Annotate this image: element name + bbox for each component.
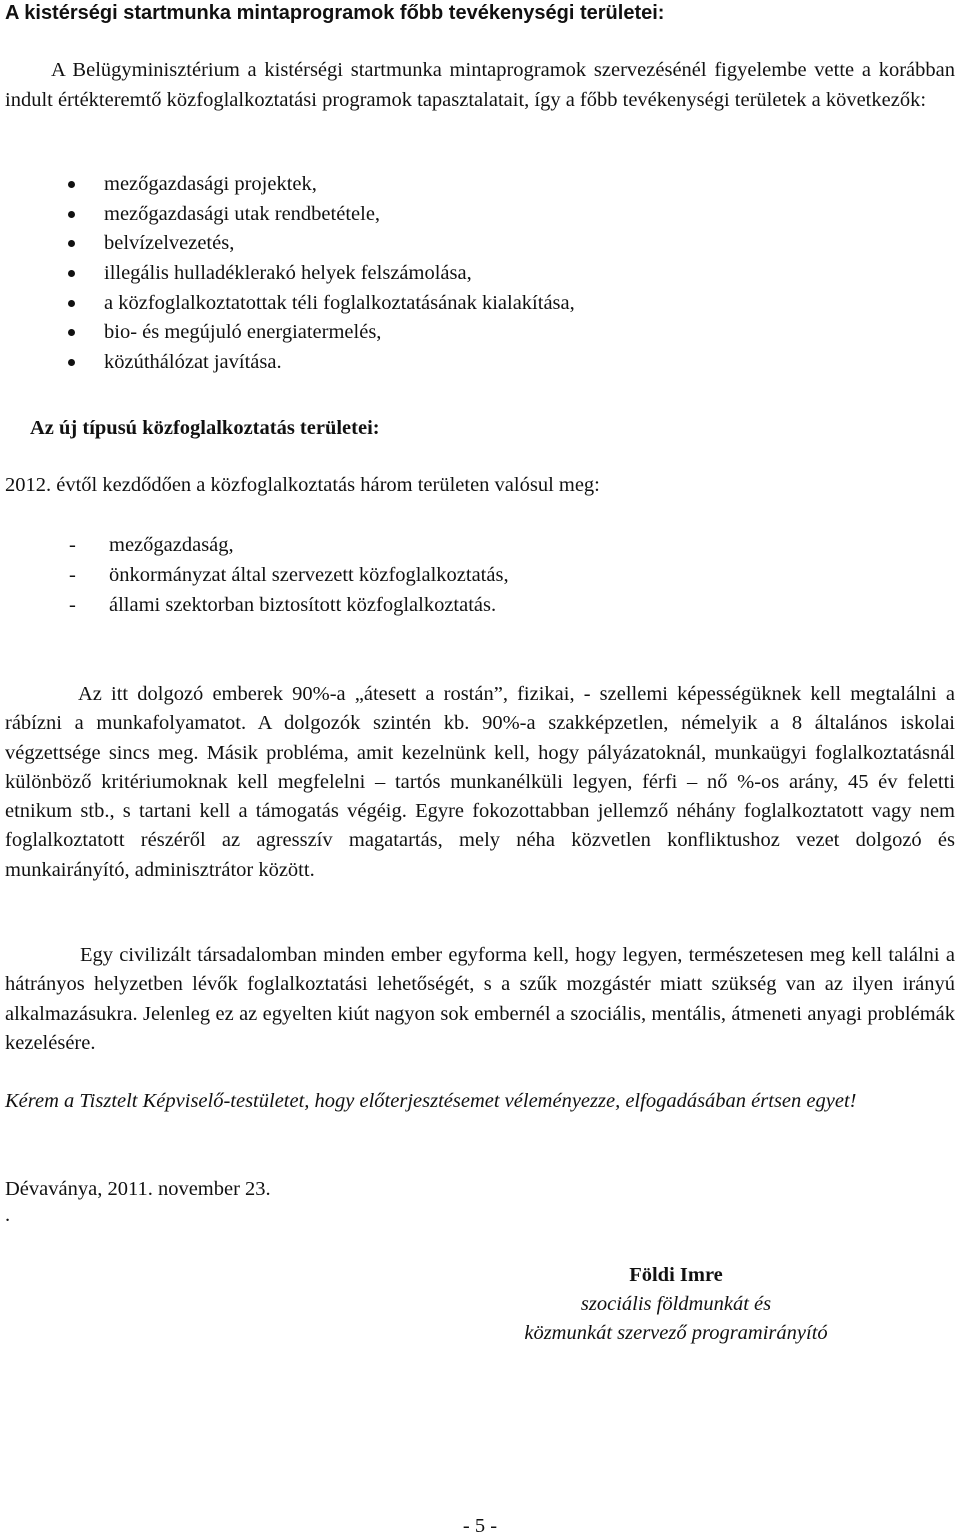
society-paragraph: Egy civilizált társadalomban minden ember egyforma kell, hogy legyen, természetesen meg kell találni a hátrányos helyzetben lévők foglalkoztatási lehetőségét, s a szűk mozgástér miatt szükség van az ilyen irányú alkalmazásukra. Jelenleg ez az egyelten kiút nagyon sok embernél a szociális, mentális, átmeneti anyagi problémák kezelésére. [5, 944, 955, 1054]
place-date: Dévaványa, 2011. november 23. [5, 1178, 271, 1200]
list-item [0, 229, 575, 259]
list-item [0, 259, 575, 289]
dash-marker: - [69, 564, 76, 586]
signatory-name: Földi Imre [629, 1264, 723, 1286]
section-subheading: Az új típusú közfoglalkoztatás területei: [30, 417, 380, 439]
bullet-icon [68, 270, 75, 277]
list-item [0, 530, 509, 560]
list-item-text: illegális hulladéklerakó helyek felszámolása, [104, 262, 472, 285]
list-item-text: belvízelvezetés, [104, 232, 235, 255]
bullet-icon [68, 359, 75, 366]
area-list [0, 530, 509, 620]
list-item [0, 590, 509, 620]
dash-marker: - [69, 594, 76, 616]
list-item [0, 318, 575, 348]
list-item-text: mezőgazdaság, [109, 534, 234, 556]
bullet-icon [68, 181, 75, 188]
signatory-role: szociális földmunkát és [580, 1293, 772, 1315]
list-item-text: mezőgazdasági projektek, [104, 173, 317, 195]
list-item [0, 289, 575, 319]
list-item-text: önkormányzat által szervezett közfoglalkoztatás, [109, 564, 509, 586]
list-item-text: bio- és megújuló energiatermelés, [104, 321, 382, 344]
list-item-text: mezőgazdasági utak rendbetétele, [104, 202, 381, 225]
workers-paragraph: Az itt dolgozó emberek 90%-a „átesett a rostán”, fizikai, - szellemi képességüknek kell megtalálni a rábízni a munkafolyamatot. A dolgozók szintén kb. 90%-a szakképzetlen, némelyik a 8 általános iskolai végzettsége sincs meg. Másik probléma, amit kezelnünk kell, hogy pályázatoknál, munkaügyi foglalkoztatásnál különböző kritériumoknak kell megfelelni – tartós munkanélküli legyen, férfi – nő %-os arány, 45 év feletti etnikum stb., s tartani kell a támogatás végéig. Egyre fokozottabban jellemző néhány foglalkoztatott vagy nem foglalkoztatott részéről az agresszív magatartás, mely néha közvetlen konfliktushoz vezet dolgozó és munkairányító, adminisztrátor között. [5, 683, 955, 881]
dash-marker: - [69, 534, 76, 556]
intro-paragraph: A Belügyminisztérium a kistérségi startmunka mintaprogramok szervezésénél figyelembe vette a korábban indult értékteremtő közfoglalkoztatási programok tapasztalatait, így a főbb tevékenységi területek a következők: [5, 59, 955, 111]
signatory-role: közmunkát szervező programirányító [524, 1322, 828, 1344]
bullet-icon [68, 211, 75, 218]
page-title: A kistérségi startmunka mintaprogramok főbb tevékenységi területei: [5, 2, 665, 24]
stray-mark: . [5, 1204, 11, 1226]
page-number: - 5 - [462, 1515, 498, 1537]
bullet-icon [68, 329, 75, 336]
list-item [0, 348, 575, 378]
list-item [0, 200, 575, 230]
request-paragraph: Kérem a Tisztelt Képviselő-testületet, hogy előterjesztésemet véleményezze, elfogadásában értsen egyet! [5, 1090, 857, 1112]
list-item [0, 560, 509, 590]
activity-list [0, 170, 575, 378]
bullet-icon [68, 240, 75, 247]
list-item-text: állami szektorban biztosított közfoglalkoztatás. [109, 594, 497, 616]
list-item [0, 170, 575, 200]
list-item-text: közúthálózat javítása. [104, 351, 282, 374]
year-statement: 2012. évtől kezdődően a közfoglalkoztatás három területen valósul meg: [5, 474, 600, 496]
list-item-text: a közfoglalkoztatottak téli foglalkoztatásának kialakítása, [104, 291, 575, 314]
signature-block [488, 1261, 864, 1348]
bullet-icon [68, 300, 75, 307]
